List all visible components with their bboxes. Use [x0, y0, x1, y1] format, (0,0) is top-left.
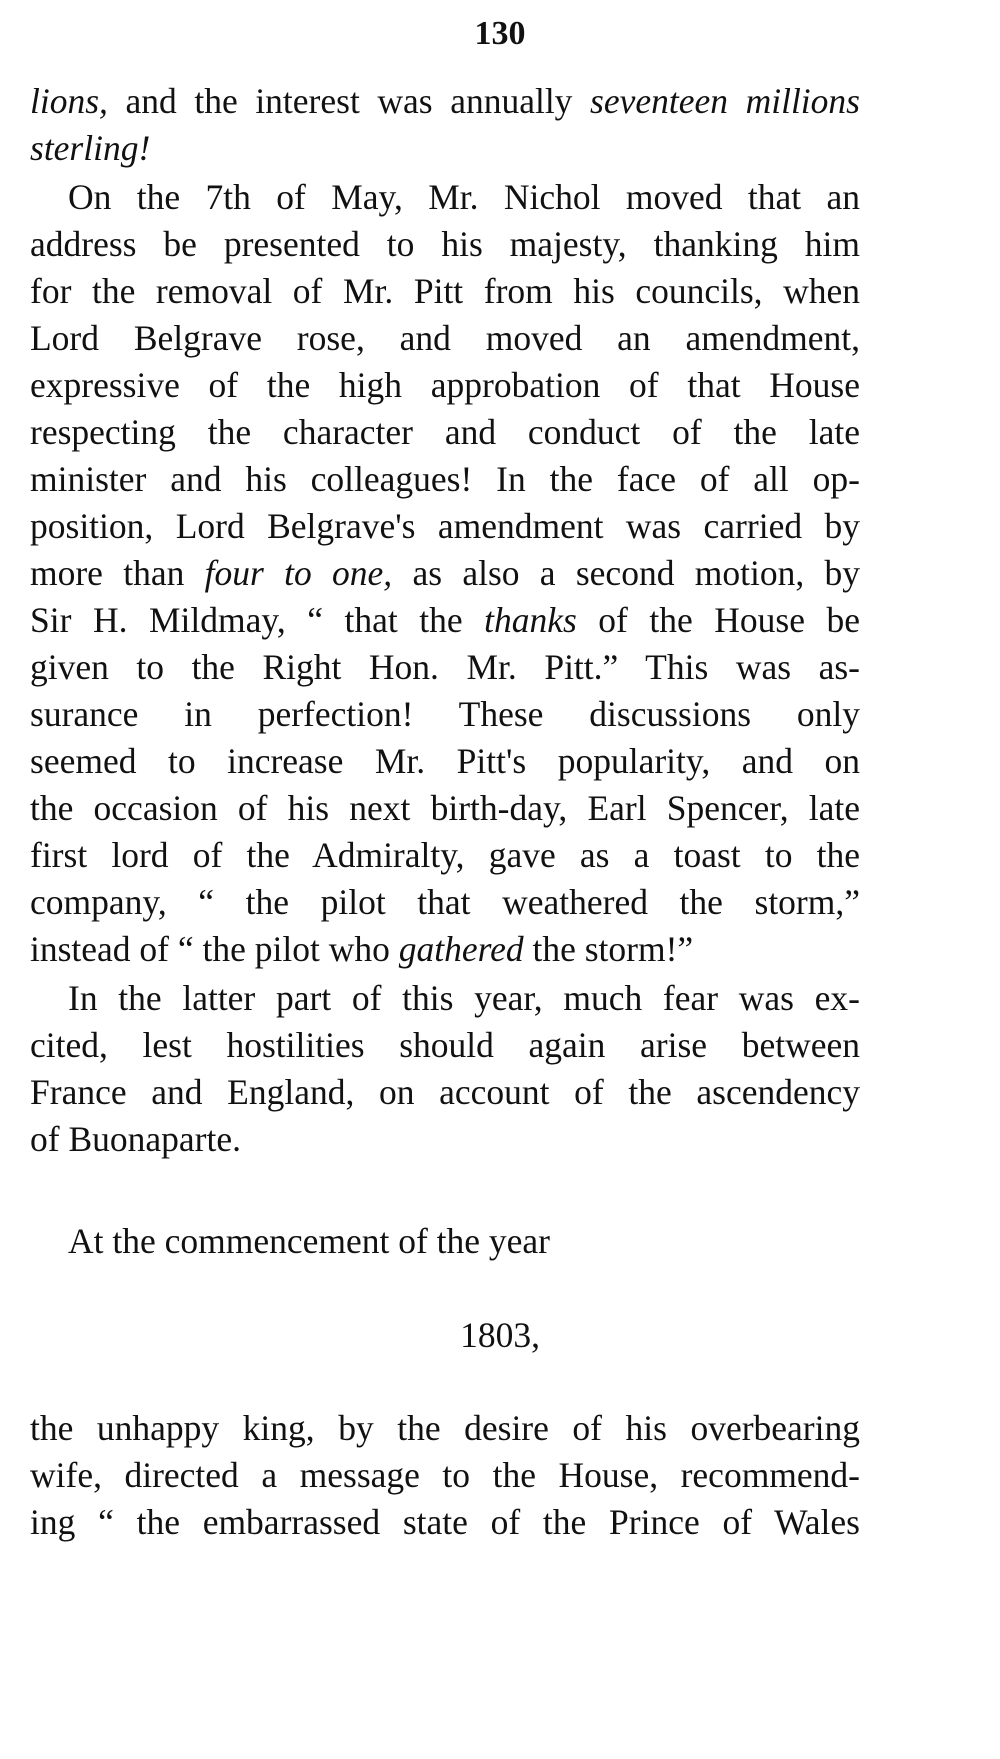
italic-text: sterling!: [30, 128, 151, 168]
text-segment: first lord of the Admiralty, gave as a toast to the: [30, 835, 860, 875]
text-line: [30, 738, 860, 785]
text-line: [30, 125, 860, 172]
text-segment: of the House be: [576, 600, 860, 640]
text-line: [30, 1452, 860, 1499]
page-number: 130: [474, 15, 526, 52]
text-line: [30, 1116, 860, 1163]
paragraph-continuation: [30, 78, 860, 172]
italic-text: seventeen millions: [590, 81, 860, 121]
text-line: [30, 1022, 860, 1069]
text-line: [30, 1499, 860, 1546]
text-segment: given to the Right Hon. Mr. Pitt.” This was as-: [30, 647, 860, 687]
italic-text: thanks: [484, 600, 577, 640]
text-line: [30, 1405, 860, 1452]
text-segment: seemed to increase Mr. Pitt's popularity, and on: [30, 741, 860, 781]
text-segment: minister and his colleagues! In the face of all op-: [30, 459, 860, 499]
text-segment: ing “ the embarrassed state of the Prince of Wales: [30, 1502, 860, 1542]
text-segment: Sir H. Mildmay, “ that the: [30, 600, 485, 640]
text-line: [30, 1069, 860, 1116]
text-segment: instead of “ the pilot who: [30, 929, 399, 969]
text-line: [30, 409, 860, 456]
text-segment: position, Lord Belgrave's amendment was carried by: [30, 506, 860, 546]
text-line: [30, 78, 860, 125]
text-segment: expressive of the high approbation of that House: [30, 365, 860, 405]
text-line: [30, 879, 860, 926]
italic-text: four to one,: [204, 553, 393, 593]
text-segment: the occasion of his next birth-day, Earl Spencer, late: [30, 788, 860, 828]
transition-line: At the commencement of the year: [68, 1221, 551, 1261]
text-segment: France and England, on account of the ascendency: [30, 1072, 860, 1112]
text-line: [30, 597, 860, 644]
paragraph-nichol-motion: [30, 174, 860, 973]
text-segment: surance in perfection! These discussions only: [30, 694, 860, 734]
text-line: [30, 503, 860, 550]
text-line: [30, 691, 860, 738]
paragraph-king-message: [30, 1405, 860, 1546]
text-segment: address be presented to his majesty, thanking him: [30, 224, 860, 264]
text-line: [30, 174, 860, 221]
text-line: [30, 362, 860, 409]
text-segment: cited, lest hostilities should again arise between: [30, 1025, 860, 1065]
text-segment: for the removal of Mr. Pitt from his councils, when: [30, 271, 860, 311]
text-segment: more than: [30, 553, 205, 593]
year-heading: 1803,: [460, 1315, 540, 1355]
italic-text: lions,: [30, 81, 108, 121]
text-line: [30, 785, 860, 832]
text-segment: the unhappy king, by the desire of his overbearing: [30, 1408, 860, 1448]
text-line: [30, 832, 860, 879]
text-segment: Lord Belgrave rose, and moved an amendment,: [30, 318, 860, 358]
text-segment: and the interest was annually: [107, 81, 591, 121]
text-segment: as also a second motion, by: [392, 553, 860, 593]
text-segment: In the latter part of this year, much fear was ex-: [68, 978, 860, 1018]
text-line: [30, 550, 860, 597]
text-segment: of Buonaparte.: [30, 1119, 241, 1159]
text-line: [30, 975, 860, 1022]
text-segment: On the 7th of May, Mr. Nichol moved that an: [68, 177, 860, 217]
text-line: [30, 456, 860, 503]
text-segment: wife, directed a message to the House, recommend-: [30, 1455, 860, 1495]
text-line: [30, 926, 860, 973]
text-line: [30, 644, 860, 691]
text-line: [30, 268, 860, 315]
text-line: [30, 315, 860, 362]
italic-text: gathered: [398, 929, 524, 969]
text-segment: respecting the character and conduct of the late: [30, 412, 860, 452]
text-line: [30, 221, 860, 268]
text-segment: the storm!”: [523, 929, 694, 969]
text-segment: company, “ the pilot that weathered the storm,”: [30, 882, 860, 922]
paragraph-hostilities: [30, 975, 860, 1163]
